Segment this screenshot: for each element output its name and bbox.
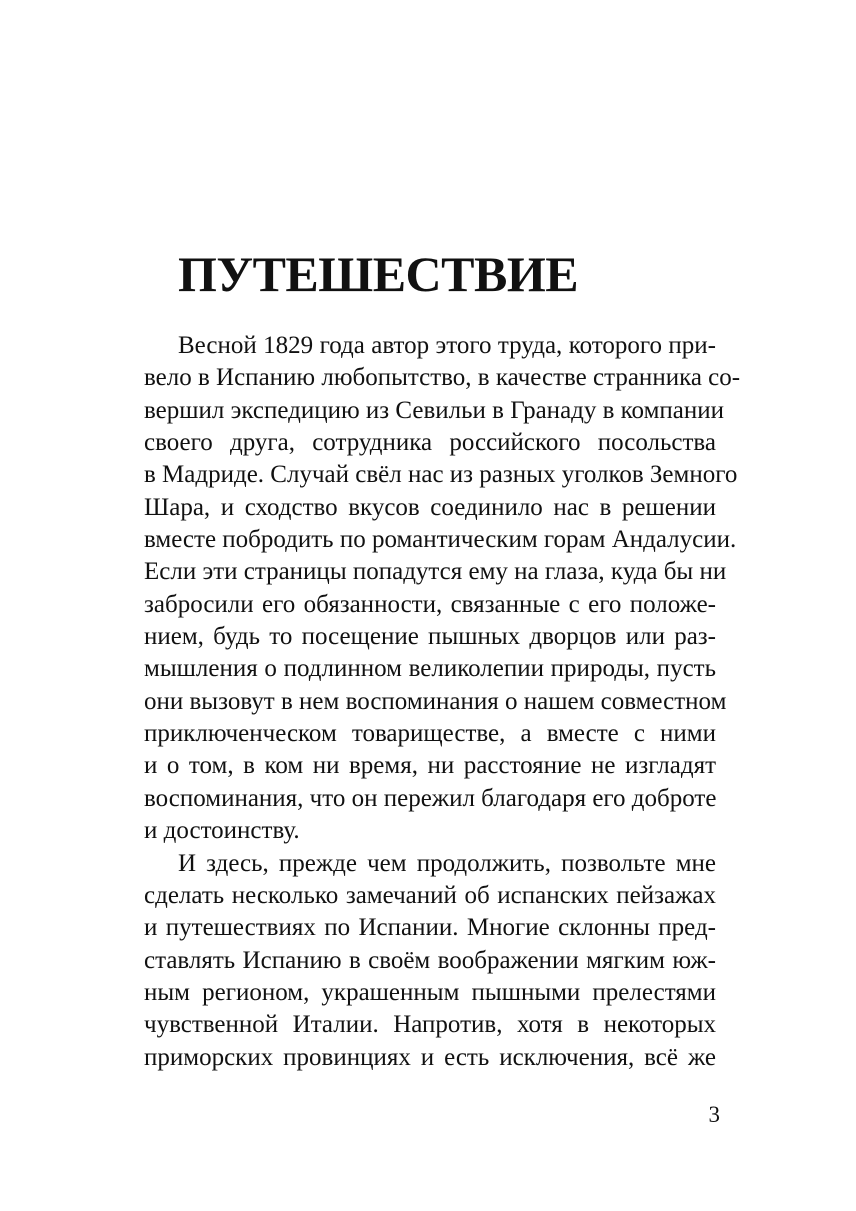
text-line: вместе побродить по романтическим горам Андалусии. xyxy=(144,526,737,554)
text-line: ставлять Испанию в своём воображении мягким юж- xyxy=(144,946,716,974)
text-line: и путешествиях по Испании. Многие склонны пред- xyxy=(144,914,716,942)
text-line: мышления о подлинном великолепии природы, пусть xyxy=(144,655,716,683)
text-line: приключенческом товариществе, а вместе с ними xyxy=(144,720,716,748)
text-line: Весной 1829 года автор этого труда, которого при- xyxy=(178,332,716,359)
text-line: нием, будь то посещение пышных дворцов или раз- xyxy=(144,623,716,651)
text-line: вело в Испанию любопытство, в качестве странника со- xyxy=(144,364,741,392)
chapter-title: ПУТЕШЕСТВИЕ xyxy=(178,246,579,302)
paragraph-2 xyxy=(144,848,716,1074)
text-line: сделать несколько замечаний об испанских пейзажах xyxy=(144,881,716,909)
text-line: Шара, и сходство вкусов соединило нас в решении xyxy=(144,493,716,521)
text-line: приморских провинциях и есть исключения, всё же xyxy=(144,1043,716,1071)
paragraph-1 xyxy=(144,330,741,848)
text-line: вершил экспедицию из Севильи в Гранаду в компании xyxy=(144,396,725,424)
text-line: в Мадриде. Случай свёл нас из разных уголков Земного xyxy=(144,461,738,489)
text-line: своего друга, сотрудника российского посольства xyxy=(144,429,716,457)
text-line: воспоминания, что он пережил благодаря его доброте xyxy=(144,784,717,812)
text-line: они вызовут в нем воспоминания о нашем совместном xyxy=(144,687,727,715)
body-text xyxy=(144,330,741,1074)
text-line: и о том, в ком ни время, ни расстояние не изгладят xyxy=(144,752,716,780)
page-number: 3 xyxy=(708,1102,720,1127)
text-line: ным регионом, украшенным пышными прелестями xyxy=(144,978,716,1006)
text-line: забросили его обязанности, связанные с его положе- xyxy=(144,590,716,618)
text-line: чувственной Италии. Напротив, хотя в некоторых xyxy=(144,1011,716,1039)
text-line: и достоинству. xyxy=(144,817,300,845)
text-line: И здесь, прежде чем продолжить, позвольте мне xyxy=(178,849,716,877)
text-line: Если эти страницы попадутся ему на глаза, куда бы ни xyxy=(144,558,727,586)
